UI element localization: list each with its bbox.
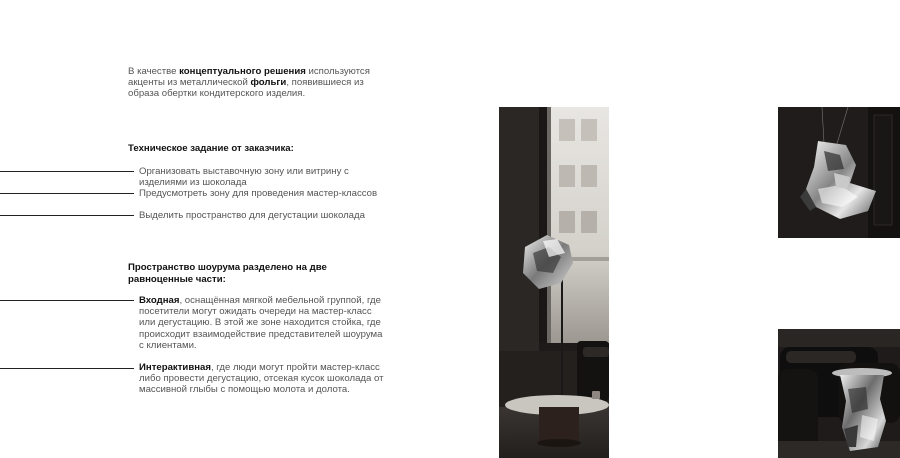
intro-paragraph — [128, 66, 390, 100]
armchair-foil-table-photo — [778, 329, 900, 458]
intro-text-3: , появившиеся из образа обертки кондитерского изделия. — [128, 77, 364, 100]
intro-bold-concept: концептуального решения — [179, 66, 306, 77]
zone-item-interactive — [139, 362, 385, 396]
zone-text-entrance: , оснащённая мягкой мебельной группой, где посетители могут ожидать очереди на мастер-класс или дегустацию. В этой же зоне находится стойка, где происходит взаимодействие представителей шоурума с клиентами. — [139, 295, 383, 351]
interior-lamp-photo — [499, 107, 609, 458]
zone-item-entrance — [139, 295, 385, 351]
zone-text-interactive: , где люди могут пройти мастер-класс либо провести дегустацию, отсекая кусок шоколада от массивной глыбы с помощью молота и долота. — [139, 362, 384, 396]
intro-text-2: используются акценты из металлической — [128, 66, 370, 89]
zones-heading: Пространство шоурума разделено на две равноценные части: — [128, 262, 327, 285]
brief-item-1: Организовать выставочную зону или витрину с изделиями из шоколада — [139, 166, 349, 189]
intro-text-1: В качестве — [128, 66, 180, 77]
zone-title-entrance: Входная — [139, 295, 180, 306]
brief-item-3: Выделить пространство для дегустации шоколада — [139, 210, 365, 221]
brief-rule-1 — [0, 171, 134, 172]
brief-heading: Техническое задание от заказчика: — [128, 143, 294, 154]
foil-sculpture-photo — [778, 107, 900, 238]
zone-rule-2 — [0, 368, 134, 369]
intro-bold-foil: фольги — [250, 77, 287, 89]
zone-rule-1 — [0, 300, 134, 301]
brief-rule-2 — [0, 193, 134, 194]
zone-title-interactive: Интерактивная — [139, 362, 211, 373]
brief-rule-3 — [0, 215, 134, 216]
brief-item-2: Предусмотреть зону для проведения мастер-классов — [139, 188, 378, 199]
